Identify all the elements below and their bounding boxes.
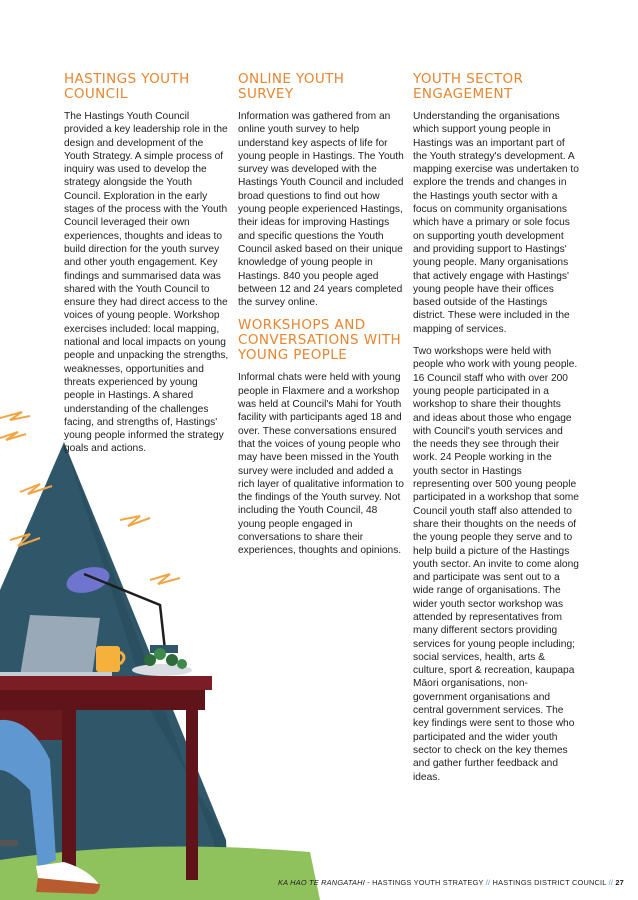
column-youth-sector-engagement bbox=[413, 72, 579, 793]
footer-council: HASTINGS DISTRICT COUNCIL bbox=[492, 878, 607, 887]
page-footer bbox=[250, 878, 624, 887]
sector-engagement-paragraph-2: Two workshops were held with people who work with young people. 16 Council staff who with over 200 young people participated in a workshop to share their thoughts and ideas about those who engage with Council's youth services and the needs they see through their work. 24 People working in the youth sector in Hastings representing over 500 young people participated in a workshop that some Council youth staff also attended to share their thoughts on the needs of the young people they serve and to help build a picture of the Hastings youth sector. An invite to come along and participate was sent out to a wide range of organisations. The wider youth sector workshop was attended by representatives from many different sectors providing services for young people including; social services, health, arts & culture, sport & recreation, kaupapa Māori organisations, non-government organisations and central government services. The key findings were sent to those who participated and the wider youth sector to check on the key themes and gather further feedback and ideas. bbox=[413, 346, 579, 783]
footer-publication: KA HAO TE RANGATAHI bbox=[277, 878, 365, 887]
page-number: 27 bbox=[615, 878, 624, 887]
footer-separator: // bbox=[483, 878, 493, 887]
workshops-body: Informal chats were held with young people in Flaxmere and a workshop was held at Council's Mahi for Youth facility with participants aged 18 and over. These conversations ensured that the voices of young people who may have been missed in the Youth survey were included and added a rich layer of qualitative information to the findings of the Youth survey. Not including the Youth Council, 48 young people engaged in conversations to share their experiences, thoughts and opinions. bbox=[238, 372, 404, 557]
heading-youth-sector-engagement: YOUTH SECTOR ENGAGEMENT bbox=[413, 71, 524, 102]
footer-separator: // bbox=[606, 878, 616, 887]
column-youth-council bbox=[64, 72, 230, 465]
mug-illustration bbox=[96, 646, 124, 672]
heading-online-youth-survey: ONLINE YOUTH SURVEY bbox=[238, 71, 345, 102]
youth-council-body: The Hastings Youth Council provided a key leadership role in the design and development of the Youth Strategy. A simple process of inquiry was used to develop the strategy alongside the Youth Council. Exploration in the early stages of the process with the Youth Council leveraged their own experiences, thoughts and ideas to build direction for the youth survey and other youth engagement. Key findings and summarised data was shared with the Youth Council to ensure they had direct access to the voices of young people. Workshop exercises included: local mapping, national and local impacts on young people and unpacking the strengths, weaknesses, opportunities and threats experienced by young people in Hastings. A shared understanding of the challenges facing, and strengths of, Hastings' young people informed the strategy goals and actions. bbox=[64, 111, 229, 455]
footer-separator: - bbox=[364, 878, 373, 887]
heading-workshops-conversations: WORKSHOPS AND CONVERSATIONS WITH YOUNG PEOPLE bbox=[238, 317, 402, 364]
heading-hastings-youth-council: HASTINGS YOUTH COUNCIL bbox=[64, 71, 190, 102]
online-survey-body: Information was gathered from an online youth survey to help understand key aspects of life for young people in Hastings. The Youth survey was developed with the Hastings Youth Council and included broad questions to find out how young people experienced Hastings, their ideas for improving Hastings and specific questions the Youth Council asked based on their unique knowledge of young people in Hastings. 840 you people aged between 12 and 24 years completed the survey online. bbox=[238, 111, 404, 309]
sector-engagement-paragraph-1: Understanding the organisations which support young people in Hastings was an important part of the Youth strategy's development. A mapping exercise was undertaken to explore the trends and changes in the Hastings youth sector with a focus on community organisations which have a primary or sole focus on supporting youth development and providing support to Hastings' young people. Many organisations that actively engage with Hastings' young people have their offices based outside of the Hastings district. These were included in the mapping of services. bbox=[413, 111, 579, 335]
section-workshops bbox=[238, 318, 404, 557]
column-survey-workshops bbox=[238, 72, 404, 567]
footer-strategy: HASTINGS YOUTH STRATEGY bbox=[372, 878, 484, 887]
